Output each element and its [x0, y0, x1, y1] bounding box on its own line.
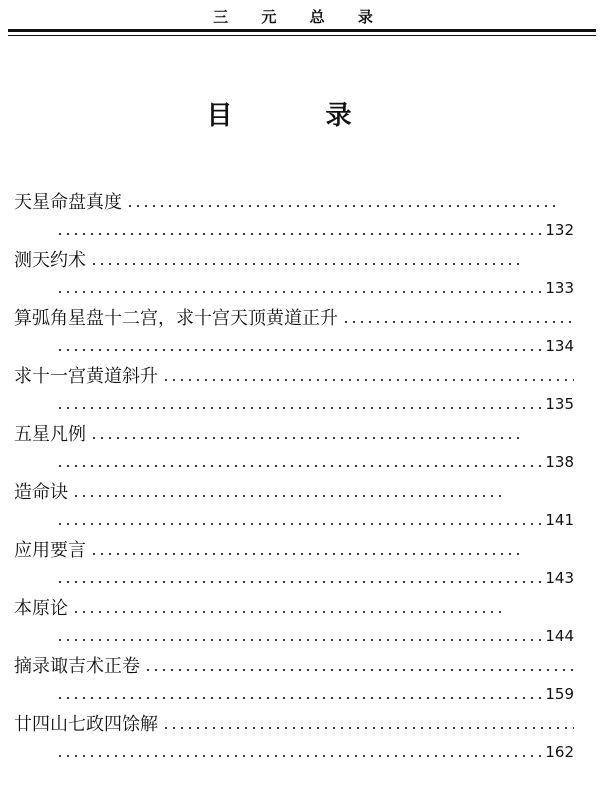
toc-entry-page: 141	[545, 510, 574, 529]
dot-leader	[72, 495, 502, 497]
header-rule-thick	[8, 29, 596, 32]
toc-entry-title: 摘录诹吉术正卷	[14, 655, 140, 677]
dot-leader	[126, 205, 556, 207]
toc-entry-page: 132	[545, 220, 574, 239]
toc-entry-title: 造命诀	[14, 481, 68, 503]
table-of-contents	[14, 186, 574, 766]
toc-entry-page: 162	[545, 742, 574, 761]
toc-entry	[14, 418, 574, 476]
toc-entry	[14, 534, 574, 592]
toc-entry-title: 求十一宫黄道斜升	[14, 365, 158, 387]
toc-entry	[14, 476, 574, 534]
toc-entry	[14, 592, 574, 650]
dot-leader	[56, 639, 544, 641]
dot-leader	[56, 291, 544, 293]
dot-leader	[56, 233, 544, 235]
dot-leader	[56, 465, 544, 467]
dot-leader	[162, 379, 574, 381]
header-rule-thin	[8, 35, 596, 36]
toc-entry	[14, 186, 574, 244]
toc-entry	[14, 360, 574, 418]
toc-entry-page: 143	[545, 568, 574, 587]
toc-entry	[14, 244, 574, 302]
dot-leader	[56, 581, 544, 583]
toc-entry-page: 159	[545, 684, 574, 703]
toc-entry-title: 天星命盘真度	[14, 191, 122, 213]
toc-entry-page: 134	[545, 336, 574, 355]
toc-entry-page: 133	[545, 278, 574, 297]
toc-entry-page: 144	[545, 626, 574, 645]
toc-entry-title: 五星凡例	[14, 423, 86, 445]
dot-leader	[144, 669, 574, 671]
dot-leader	[56, 523, 544, 525]
toc-entry-title: 应用要言	[14, 539, 86, 561]
toc-entry	[14, 650, 574, 708]
toc-entry-title: 本原论	[14, 597, 68, 619]
dot-leader	[90, 553, 520, 555]
toc-entry	[14, 302, 574, 360]
dot-leader	[162, 727, 574, 729]
toc-entry-title: 廿四山七政四馀解	[14, 713, 158, 735]
dot-leader	[72, 611, 502, 613]
toc-entry	[14, 708, 574, 766]
toc-entry-title: 算弧角星盘十二宫，求十宫天顶黄道正升	[14, 307, 338, 329]
toc-entry-title: 测天约术	[14, 249, 86, 271]
toc-entry-page: 138	[545, 452, 574, 471]
dot-leader	[90, 263, 520, 265]
dot-leader	[56, 407, 544, 409]
dot-leader	[56, 349, 544, 351]
dot-leader	[56, 697, 544, 699]
running-head: 三 元 总 录	[213, 8, 387, 26]
page-title: 目 录	[206, 101, 394, 131]
dot-leader	[342, 321, 574, 323]
dot-leader	[90, 437, 520, 439]
dot-leader	[56, 755, 544, 757]
toc-entry-page: 135	[545, 394, 574, 413]
